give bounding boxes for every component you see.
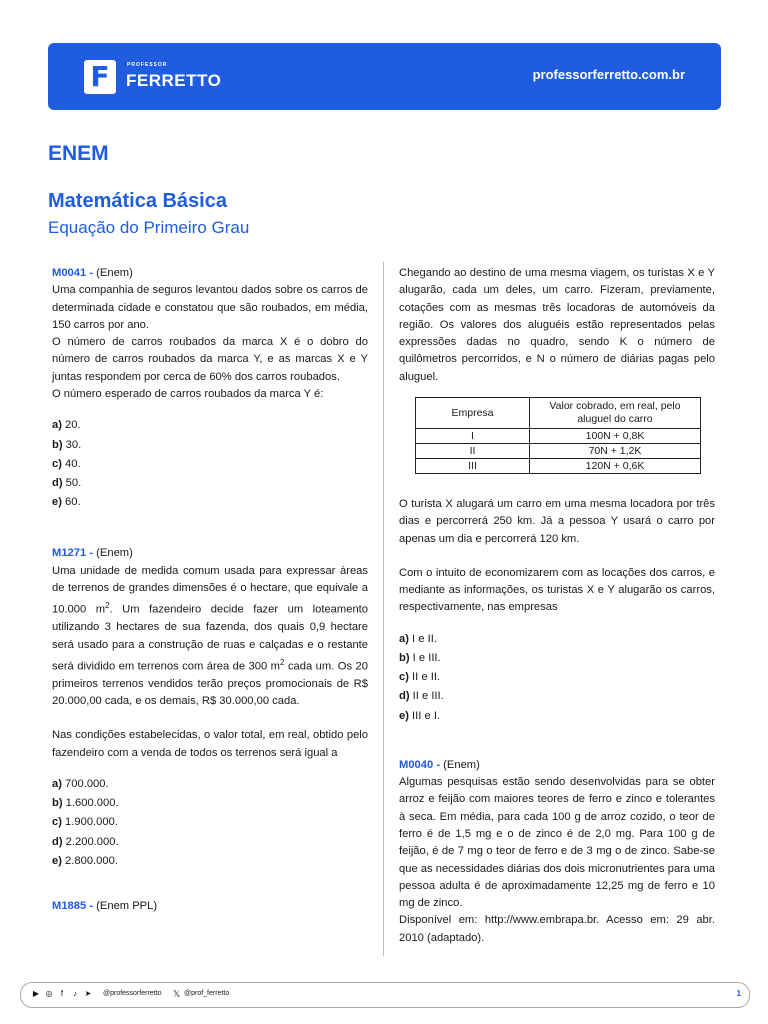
table-header: Empresa [416, 398, 530, 429]
tiktok-icon[interactable]: ♪ [73, 989, 77, 998]
question-prompt: Com o intuito de economizarem com as locações dos carros, e mediante as informações, os turistas X e Y alugarão os carros, respectivamente, nas empresas [399, 566, 715, 614]
page-number: 1 [736, 989, 741, 998]
question-code: M0040 - [399, 758, 441, 771]
column-divider [383, 262, 384, 956]
logo-tagline: PROFESSOR [127, 62, 168, 68]
option-e[interactable]: e) III e I. [399, 709, 441, 722]
option-e[interactable]: e) 60. [52, 496, 81, 509]
question-source: (Enem) [93, 547, 133, 560]
question-prompt: O número esperado de carros roubados da marca Y é: [52, 388, 324, 401]
question-text: Uma companhia de seguros levantou dados sobre os carros de determinada cidade e constatou que são roubados, em média, 150 carros por ano. [52, 284, 368, 331]
option-c[interactable]: c) 40. [52, 457, 81, 470]
question-source: (Enem) [93, 267, 133, 279]
question-text: Uma unidade de medida comum usada para expressar áreas de terrenos de grandes dimensões é o hectare, que equivale a 10.000 $m^2$. Um fazendeiro decide fazer um loteamento utilizando 3 hectares de sua fazenda, dos quais 0,9 hectare será usado para a construção de ruas e calçadas e o restante será dividido em terrenos com área de 300 $m^2$ cada um. Os 20 primeiros terrenos vendidos terão preços promocionais de R$ 20.000,00 cada, e os demais, R$ 30.000,00 cada. [52, 564, 368, 708]
social-icons [31, 989, 93, 999]
header-banner [48, 43, 721, 110]
table-row: III 120N + 0,6K [416, 459, 701, 474]
table-row: II 70N + 1,2K [416, 444, 701, 459]
option-c[interactable]: c) II e II. [399, 671, 441, 684]
topic-title: Equação do Primeiro Grau [48, 218, 250, 237]
answer-options [399, 631, 715, 727]
question-code: M0041 - [52, 267, 94, 279]
question-text: O número de carros roubados da marca X é o dobro do número de carros roubados da marca Y, e as marcas X e Y juntas respondem por cerca de 60% dos carros roubados. [52, 336, 368, 383]
question-text: Chegando ao destino de uma mesma viagem, os turistas X e Y alugarão, cada um deles, um carro. Fizeram, previamente, cotações com as mesmas três locadoras de automóveis da região. Os valores dos aluguéis estão representados pelas expressões dadas no quadro, sendo K o número de quilômetros percorridos, e N o número de diárias pagas pelo aluguel. [399, 267, 715, 383]
logo-icon: F [84, 60, 116, 94]
option-c[interactable]: c) 1.900.000. [52, 816, 118, 829]
table-row: I 100N + 0,8K [416, 429, 701, 444]
table-header: Valor cobrado, em real, pelo aluguel do carro [530, 398, 701, 429]
option-a[interactable]: a) I e II. [399, 632, 437, 645]
logo-name: FERRETTO [126, 71, 222, 90]
telegram-icon[interactable]: ➤ [84, 989, 92, 998]
option-a[interactable]: a) 20. [52, 419, 81, 432]
question-m0041 [52, 265, 368, 513]
question-source: (Enem PPL) [93, 899, 158, 912]
option-b[interactable]: b) 30. [52, 438, 82, 451]
footer-bar [20, 982, 750, 1008]
option-e[interactable]: e) 2.800.000. [52, 854, 118, 867]
question-code: M1885 - [52, 899, 94, 912]
exam-title: ENEM [48, 142, 109, 165]
facebook-icon[interactable]: f [60, 989, 64, 998]
subject-title: Matemática Básica [48, 190, 227, 212]
option-b[interactable]: b) 1.600.000. [52, 797, 119, 810]
answer-options [52, 417, 368, 513]
instagram-icon[interactable]: ◎ [45, 989, 53, 998]
left-column [52, 265, 368, 915]
question-text: Algumas pesquisas estão sendo desenvolvidas para se obter arroz e feijão com maiores teores de ferro e zinco e tolerantes à seca. Em média, para cada 100 g de arroz cozido, o teor de ferro é de 1,5 mg e o de zinco é de 2,0 mg. Para 100 g de feijão, é de 7 mg o teor de ferro e de 3 mg o de zinco. Sabe-se que as necessidades diárias dos dois micronutrientes para uma pessoa adulta é de aproximadamente 12,25 mg de ferro e 10 mg de zinco. [399, 776, 715, 910]
youtube-icon[interactable]: ▶ [32, 989, 40, 998]
option-d[interactable]: d) 50. [52, 476, 82, 489]
question-m0040 [399, 757, 715, 947]
option-d[interactable]: d) 2.200.000. [52, 835, 119, 848]
question-text: O turista X alugará um carro em uma mesma locadora por três dias e percorrerá 250 km. Já a pessoa Y usará o carro por apenas um dia e percorrerá 120 km. [399, 498, 715, 545]
option-b[interactable]: b) I e III. [399, 651, 441, 664]
question-citation: Disponível em: http://www.embrapa.br. Acesso em: 29 abr. 2010 (adaptado). [399, 914, 715, 944]
option-d[interactable]: d) II e III. [399, 690, 444, 703]
question-code: M1271 - [52, 547, 94, 560]
right-column-continued [399, 496, 715, 947]
rental-price-table [415, 397, 701, 474]
option-a[interactable]: a) 700.000. [52, 778, 109, 791]
social-handle[interactable]: @prof_ferretto [184, 990, 230, 997]
question-m1885-header [52, 898, 368, 915]
x-twitter-icon[interactable]: 𝕏 [173, 989, 181, 999]
answer-options [52, 776, 368, 872]
right-column [399, 265, 715, 386]
question-m1271 [52, 545, 368, 872]
question-source: (Enem) [440, 758, 480, 771]
site-url-link[interactable]: professorferretto.com.br [532, 67, 685, 82]
social-handle[interactable]: @professorferretto [103, 990, 162, 997]
question-prompt: Nas condições estabelecidas, o valor total, em real, obtido pelo fazendeiro com a venda de todos os terrenos será igual a [52, 729, 368, 759]
